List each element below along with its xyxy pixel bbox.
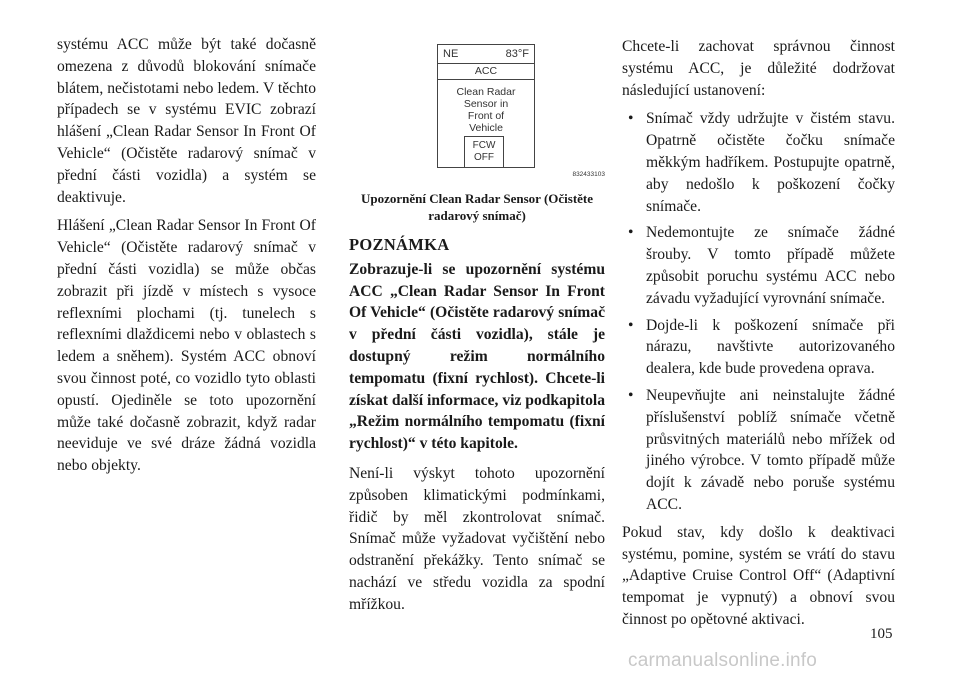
message-line: Front of	[467, 110, 505, 122]
middle-column	[349, 34, 605, 623]
figure-caption: Upozornění Clean Radar Sensor (Očistěte radarový snímač)	[360, 191, 594, 223]
maintenance-list	[622, 108, 895, 515]
left-column	[57, 34, 316, 484]
compass-heading: NE	[443, 48, 459, 60]
paragraph-intro: Chcete-li zachovat správnou činnost systému ACC, je důležité dodržovat následující ustanovení:	[622, 38, 895, 99]
paragraph-reflective-surfaces: Hlášení „Clean Radar Sensor In Front Of Vehicle“ (Očistěte radarový snímač v přední části vozidla) se může občas zobrazit při jízdě v místech s vysoce reflexními plochami (tj. tunelech s reflexními dlaždicemi nebo v oblastech s ledem a sněhem). Systém ACC obnoví svou činnost poté, co vozidlo tyto oblasti opustí. Ojediněle se toto upozornění může také dočasně zobrazit, když radar neeviduje ve své dráze žádná vozidla nebo objekty.	[57, 217, 316, 475]
display-mode-label: ACC	[438, 64, 534, 80]
message-line: Vehicle	[469, 122, 503, 134]
fcw-label: FCW	[472, 140, 496, 151]
list-item: • Dojde-li k poškození snímače při nárazu, navštivte autorizovaného dealera, kde bude provedena oprava.	[622, 315, 895, 380]
paragraph-check-sensor: Není-li výskyt tohoto upozornění způsoben klimatickými podmínkami, řidič by měl zkontrolovat snímač. Snímač může vyžadovat vyčištění nebo odstranění překážky. Tento snímač se nachází ve středu vozidla za spodní mřížkou.	[349, 464, 605, 613]
display-warning-message	[438, 80, 534, 144]
page-number: 105	[870, 626, 893, 642]
outside-temperature: 83°F	[505, 48, 529, 60]
fcw-state: OFF	[474, 152, 494, 163]
message-line: Clean Radar	[456, 86, 516, 98]
figure-code: 832433103	[572, 171, 605, 178]
list-item: • Snímač vždy udržujte v čistém stavu. Opatrně očistěte čočku snímače měkkým hadříkem. Postupujte opatrně, aby nedošlo k poškození čočky snímače.	[622, 108, 895, 217]
list-item: • Neupevňujte ani neinstalujte žádné příslušenství poblíž snímače včetně průsvitných materiálů nebo mřížek od jiného výrobce. V tomto případě může dojít k závadě nebo poruše systému ACC.	[622, 385, 895, 516]
note-title: POZNÁMKA	[349, 235, 450, 254]
evic-display	[437, 44, 535, 168]
paragraph-closing: Pokud stav, kdy došlo k deaktivaci systému, pomine, systém se vrátí do stavu „Adaptive Cruise Control Off“ (Adaptivní tempomat je vypnutý) a obnoví svou činnost po opětovné aktivaci.	[622, 523, 895, 628]
watermark: carmanualsonline.info	[628, 650, 818, 671]
right-column	[622, 36, 895, 638]
note-body: Zobrazuje-li se upozornění systému ACC „Clean Radar Sensor In Front Of Vehicle“ (Očistěte radarový snímač v přední části vozidla), stále je dostupný režim normálního tempomatu (fixní rychlost). Chcete-li získat další informace, viz podkapitola „Režim normálního tempomatu (fixní rychlost)“ v této kapitole.	[349, 260, 606, 453]
message-line: Sensor in	[463, 98, 509, 110]
display-top-bar	[438, 45, 534, 64]
list-item: • Nedemontujte ze snímače žádné šrouby. V tomto případě můžete způsobit poruchu systému ACC nebo závadu vyžadující vyrovnání snímače.	[622, 222, 895, 309]
evic-display-figure	[349, 34, 605, 182]
fcw-status-box	[464, 136, 504, 167]
paragraph-acc-blocked: systému ACC může být také dočasně omezena z důvodů blokování snímače blátem, nečistotami nebo ledem. V těchto případech se v systému EVIC zobrazí hlášení „Clean Radar Sensor In Front Of Vehicle“ (Očistěte radarový snímač v přední části vozidla) a systém se deaktivuje.	[57, 36, 316, 206]
